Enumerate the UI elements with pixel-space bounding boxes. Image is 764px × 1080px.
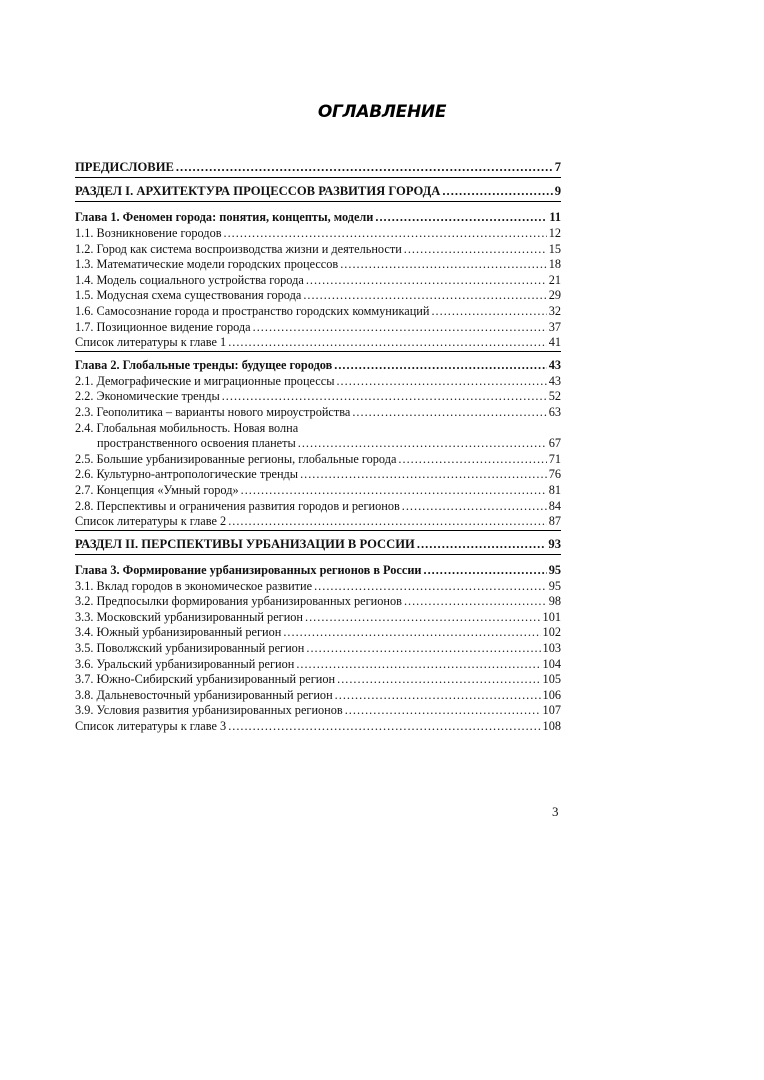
toc-entry[interactable] xyxy=(75,242,561,258)
dot-leader xyxy=(402,499,547,515)
toc-entry[interactable] xyxy=(75,257,561,273)
toc-page-number: 101 xyxy=(542,609,561,624)
dot-leader xyxy=(296,657,540,673)
toc-entry-label: 3.6. Уральский урбанизированный регион xyxy=(75,656,295,671)
toc-entry[interactable] xyxy=(75,625,561,641)
toc-entry-label: 2.5. Большие урбанизированные регионы, глобальные города xyxy=(75,451,397,466)
toc-page-number: 21 xyxy=(548,272,561,287)
toc-entry-label: 3.5. Поволжский урбанизированный регион xyxy=(75,641,305,656)
dot-leader xyxy=(340,257,546,273)
dot-leader xyxy=(335,688,541,704)
toc-entry[interactable] xyxy=(75,703,561,719)
toc-entry-label: 2.8. Перспективы и ограничения развития городов и регионов xyxy=(75,498,400,513)
toc-entry-part-2[interactable] xyxy=(75,535,561,554)
chapter-1-items xyxy=(75,226,561,351)
dot-leader xyxy=(298,436,547,452)
toc-entry-part-1[interactable] xyxy=(75,182,561,201)
toc-page-number: 9 xyxy=(554,184,561,198)
dot-leader xyxy=(404,594,547,610)
toc-entry[interactable] xyxy=(75,226,561,242)
toc-entry[interactable] xyxy=(75,610,561,626)
toc-entry-chapter-1[interactable] xyxy=(75,208,561,226)
toc-entry[interactable] xyxy=(75,405,561,421)
toc-entry-chapter-2[interactable] xyxy=(75,356,561,374)
dot-leader xyxy=(314,579,547,595)
toc-entry-label: 3.3. Московский урбанизированный регион xyxy=(75,609,304,624)
toc-entry-label: 1.1. Возникновение городов xyxy=(75,226,222,240)
dot-leader xyxy=(431,304,546,320)
toc-entry[interactable] xyxy=(75,594,561,610)
toc-page-number: 29 xyxy=(548,288,561,303)
toc-entry[interactable] xyxy=(75,304,561,320)
dot-leader xyxy=(337,672,540,688)
toc-entry-continuation[interactable] xyxy=(75,436,561,452)
toc-entry[interactable] xyxy=(75,452,561,468)
table-of-contents xyxy=(75,158,561,735)
toc-page-number: 87 xyxy=(548,514,561,529)
toc-entry[interactable] xyxy=(75,672,561,688)
toc-page-number: 104 xyxy=(542,656,561,671)
toc-entry[interactable] xyxy=(75,374,561,390)
toc-entry-label: Глава 2. Глобальные тренды: будущее городов xyxy=(75,357,333,372)
dot-leader xyxy=(306,641,540,657)
dot-leader xyxy=(352,405,546,421)
dot-leader xyxy=(398,452,546,468)
toc-entry-label: ПРЕДИСЛОВИЕ xyxy=(75,160,174,174)
dot-leader xyxy=(241,483,547,499)
toc-page-number: 84 xyxy=(548,498,561,513)
toc-page-number: 81 xyxy=(548,482,561,497)
toc-entry[interactable] xyxy=(75,688,561,704)
toc-page-number: 106 xyxy=(542,687,561,702)
toc-entry-label: Список литературы к главе 1 xyxy=(75,335,227,350)
toc-page-number: 52 xyxy=(548,389,561,404)
toc-entry-label: 2.3. Геополитика – варианты нового мироустройства xyxy=(75,404,351,419)
dot-leader xyxy=(222,389,547,405)
toc-entry-label: 1.3. Математические модели городских процессов xyxy=(75,257,339,272)
dot-leader xyxy=(417,535,547,554)
toc-entry[interactable] xyxy=(75,579,561,595)
chapter-3-items xyxy=(75,579,561,735)
toc-entry[interactable] xyxy=(75,467,561,483)
toc-entry-label: Список литературы к главе 3 xyxy=(75,719,227,734)
toc-entry-label: 2.1. Демографические и миграционные процессы xyxy=(75,373,335,388)
dot-leader xyxy=(300,467,547,483)
toc-page-number: 95 xyxy=(548,578,561,593)
toc-entry-label: пространственного освоения планеты xyxy=(97,436,296,451)
toc-entry-chapter-3[interactable] xyxy=(75,561,561,579)
toc-entry-label: 1.6. Самосознание города и пространство городских коммуникаций xyxy=(75,303,430,318)
toc-page-number: 71 xyxy=(548,451,561,466)
toc-page-number: 32 xyxy=(548,303,561,318)
dot-leader xyxy=(228,514,547,530)
toc-page-number: 43 xyxy=(548,357,561,372)
toc-page-number: 37 xyxy=(548,319,561,334)
toc-page-number: 107 xyxy=(542,703,561,718)
toc-page-number: 93 xyxy=(548,536,561,551)
toc-entry-label: 3.1. Вклад городов в экономическое развитие xyxy=(75,578,313,593)
dot-leader xyxy=(224,226,547,242)
toc-entry-label: 2.7. Концепция «Умный город» xyxy=(75,482,239,497)
toc-page-number: 76 xyxy=(548,467,561,482)
toc-entry-label: РАЗДЕЛ II. ПЕРСПЕКТИВЫ УРБАНИЗАЦИИ В РОССИИ xyxy=(75,536,415,551)
toc-entry-label: 3.8. Дальневосточный урбанизированный регион xyxy=(75,687,333,702)
page-number: 3 xyxy=(552,804,559,819)
toc-entry-label: РАЗДЕЛ I. АРХИТЕКТУРА ПРОЦЕССОВ РАЗВИТИЯ ГОРОДА xyxy=(75,184,441,198)
toc-entry[interactable] xyxy=(75,641,561,657)
dot-leader xyxy=(228,335,547,351)
toc-page-number: 43 xyxy=(548,373,561,388)
dot-leader xyxy=(336,374,546,390)
dot-leader xyxy=(306,273,547,289)
dot-leader xyxy=(375,208,547,226)
page-title: ОГЛАВЛЕНИЕ xyxy=(317,102,447,122)
dot-leader xyxy=(253,320,547,336)
toc-entry[interactable] xyxy=(75,389,561,405)
toc-entry[interactable] xyxy=(75,657,561,673)
toc-entry-references[interactable] xyxy=(75,514,561,530)
toc-page-number: 41 xyxy=(548,335,561,350)
toc-entry[interactable] xyxy=(75,421,561,437)
toc-entry-foreword[interactable] xyxy=(75,158,561,177)
toc-entry-label: 1.4. Модель социального устройства города xyxy=(75,272,304,287)
toc-entry-label: 3.7. Южно-Сибирский урбанизированный регион xyxy=(75,672,336,687)
toc-page-number: 63 xyxy=(548,404,561,419)
toc-page-number: 95 xyxy=(548,562,561,577)
toc-page-number: 7 xyxy=(554,160,561,174)
toc-entry-label: Список литературы к главе 2 xyxy=(75,514,227,529)
dot-leader xyxy=(404,242,547,258)
toc-page-number: 15 xyxy=(548,241,561,256)
toc-entry-label: 2.2. Экономические тренды xyxy=(75,389,220,404)
toc-page-number: 108 xyxy=(542,719,561,734)
toc-page-number: 102 xyxy=(542,625,561,640)
dot-leader xyxy=(334,356,546,374)
dot-leader xyxy=(303,288,546,304)
toc-page-number: 103 xyxy=(542,641,561,656)
toc-entry-label: 3.4. Южный урбанизированный регион xyxy=(75,625,282,640)
dot-leader xyxy=(283,625,540,641)
toc-entry-label: 1.2. Город как система воспроизводства жизни и деятельности xyxy=(75,241,402,256)
toc-page-number: 105 xyxy=(542,672,561,687)
dot-leader xyxy=(176,158,553,177)
toc-entry-label: Глава 3. Формирование урбанизированных регионов в России xyxy=(75,562,422,577)
toc-page-number: 18 xyxy=(548,257,561,272)
toc-entry[interactable] xyxy=(75,288,561,304)
toc-entry-label: 3.9. Условия развития урбанизированных регионов xyxy=(75,703,343,718)
chapter-2-items xyxy=(75,374,561,530)
toc-entry-label: 2.6. Культурно-антропологические тренды xyxy=(75,467,299,482)
dot-leader xyxy=(305,610,541,626)
dot-leader xyxy=(228,719,540,735)
toc-page-number: 11 xyxy=(549,210,561,224)
toc-entry[interactable] xyxy=(75,483,561,499)
dot-leader xyxy=(442,182,552,201)
toc-entry-references[interactable] xyxy=(75,335,561,351)
toc-page-number: 67 xyxy=(548,436,561,451)
toc-page-number: 98 xyxy=(548,594,561,609)
toc-entry[interactable] xyxy=(75,320,561,336)
toc-entry-label: 2.4. Глобальная мобильность. Новая волна xyxy=(75,420,299,435)
toc-entry-label: 3.2. Предпосылки формирования урбанизированных регионов xyxy=(75,594,402,609)
toc-entry-label: Глава 1. Феномен города: понятия, концепты, модели xyxy=(75,210,374,224)
dot-leader xyxy=(424,561,547,579)
dot-leader xyxy=(345,703,541,719)
toc-page-number: 12 xyxy=(548,226,561,240)
toc-entry-references[interactable] xyxy=(75,719,561,735)
toc-entry[interactable] xyxy=(75,273,561,289)
toc-entry-label: 1.7. Позиционное видение города xyxy=(75,319,251,334)
toc-entry[interactable] xyxy=(75,499,561,515)
toc-entry-label: 1.5. Модусная схема существования города xyxy=(75,288,302,303)
